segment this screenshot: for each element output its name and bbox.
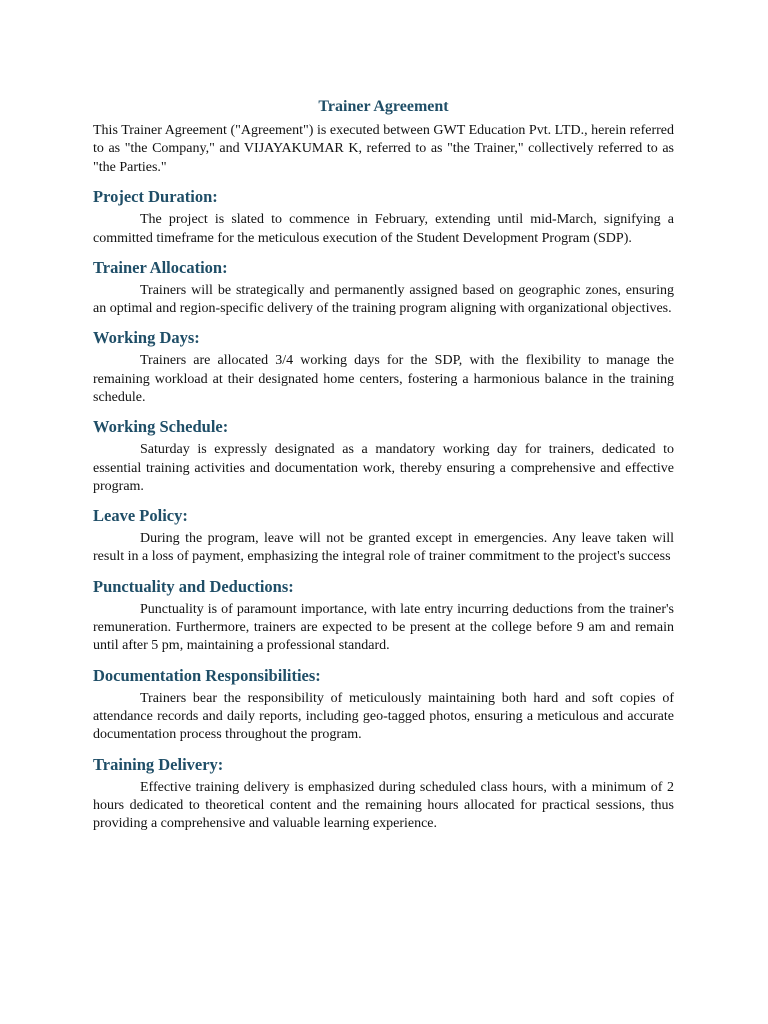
section-body: During the program, leave will not be granted except in emergencies. Any leave taken will result in a loss of payment, emphasizing the integral role of trainer commitment to the project's success [93,531,674,565]
section-body: Effective training delivery is emphasized during scheduled class hours, with a minimum of 2 hours dedicated to theoretical content and the remaining hours allocated for practical sessions, thus providing a comprehensive and valuable learning experience. [93,779,674,832]
document-title: Trainer Agreement [318,98,449,115]
intro-paragraph: This Trainer Agreement ("Agreement") is executed between GWT Education Pvt. LTD., herein referred to as "the Company," and VIJAYAKUMAR K, referred to as "the Trainer," collectively referred to as "the Parties." [93,123,674,175]
section-documentation-responsibilities [93,665,674,745]
section-leave-policy [93,505,674,567]
section-body: Saturday is expressly designated as a mandatory working day for trainers, dedicated to essential training activities and documentation work, thereby ensuring a comprehensive and effective program. [93,442,674,494]
section-heading: Project Duration: [93,187,218,207]
section-body: Trainers bear the responsibility of meticulously maintaining both hard and soft copies of attendance records and daily reports, including geo-tagged photos, ensuring a meticulous and accurate documentation process throughout the program. [93,690,674,743]
section-heading: Trainer Allocation: [93,257,228,277]
section-heading: Working Days: [93,328,200,348]
section-heading: Punctuality and Deductions: [93,576,294,596]
section-body: The project is slated to commence in February, extending until mid-March, signifying a committed timeframe for the meticulous execution of the Student Development Program (SDP). [93,212,674,246]
section-heading: Working Schedule: [93,417,229,437]
section-heading: Training Delivery: [93,754,224,774]
section-working-days [93,327,674,407]
section-working-schedule [93,416,674,496]
section-project-duration [93,186,674,248]
document-content [93,96,674,833]
section-body: Punctuality is of paramount importance, with late entry incurring deductions from the trainer's remuneration. Furthermore, trainers are expected to be present at the college before 9 am and remain until after 5 pm, maintaining a professional standard. [93,601,674,654]
section-heading: Leave Policy: [93,506,188,526]
section-body: Trainers will be strategically and permanently assigned based on geographic zones, ensuring an optimal and region-specific delivery of the training program aligning with organizational objectives. [93,282,674,317]
section-training-delivery [93,754,674,834]
section-punctuality-deductions [93,576,674,656]
section-trainer-allocation [93,257,674,319]
section-heading: Documentation Responsibilities: [93,665,321,685]
section-body: Trainers are allocated 3/4 working days for the SDP, with the flexibility to manage the remaining workload at their designated home centers, fostering a harmonious balance in the training schedule. [93,353,674,405]
